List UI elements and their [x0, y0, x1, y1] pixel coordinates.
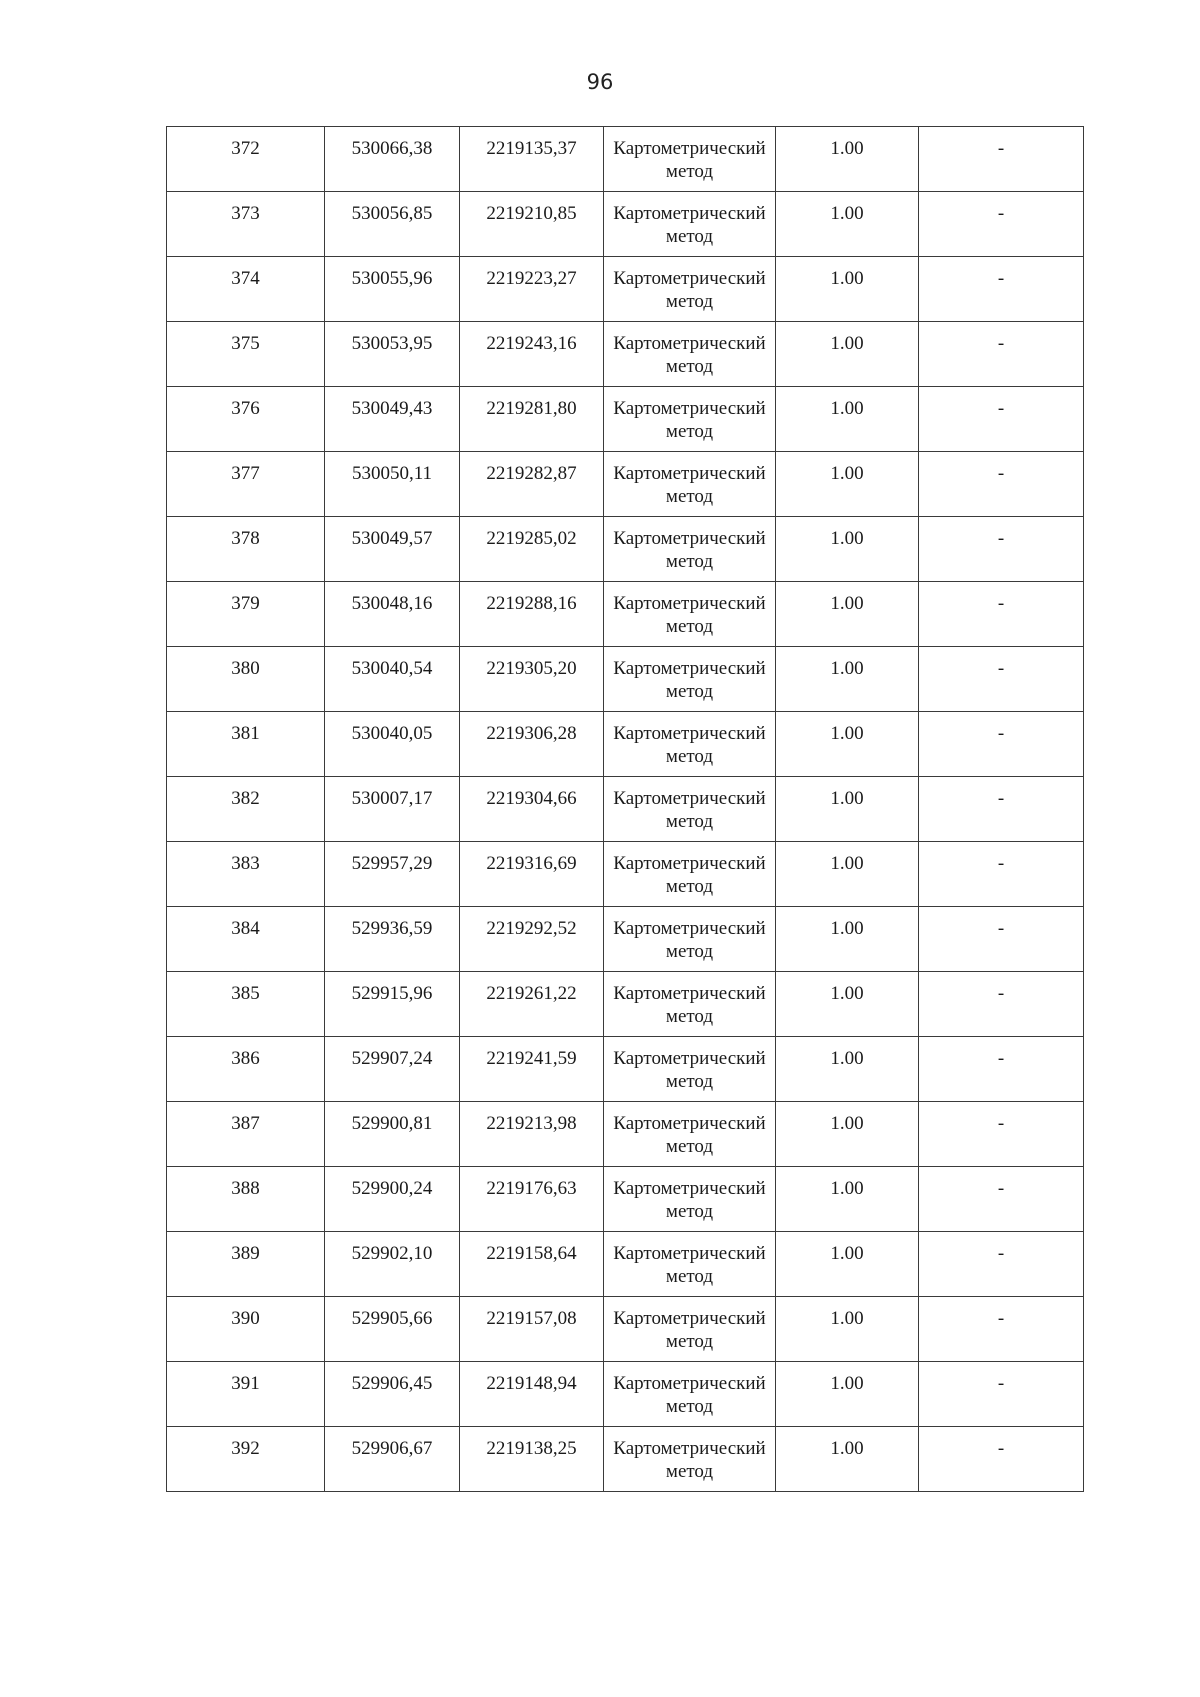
- y-coordinate-cell: 2219288,16: [460, 582, 604, 647]
- point-number-cell: 381: [167, 712, 325, 777]
- table-row: [167, 972, 1084, 1037]
- table-row: [167, 777, 1084, 842]
- y-coordinate-cell: 2219281,80: [460, 387, 604, 452]
- note-cell: -: [919, 907, 1084, 972]
- note-cell: -: [919, 127, 1084, 192]
- method-cell: Картометрический метод: [604, 582, 776, 647]
- point-number-cell: 380: [167, 647, 325, 712]
- method-cell: Картометрический метод: [604, 1427, 776, 1492]
- table-row: [167, 647, 1084, 712]
- method-cell: Картометрический метод: [604, 1232, 776, 1297]
- point-number-cell: 374: [167, 257, 325, 322]
- precision-cell: 1.00: [776, 1427, 919, 1492]
- y-coordinate-cell: 2219282,87: [460, 452, 604, 517]
- method-cell: Картометрический метод: [604, 127, 776, 192]
- note-cell: -: [919, 517, 1084, 582]
- table-row: [167, 1297, 1084, 1362]
- method-cell: Картометрический метод: [604, 192, 776, 257]
- x-coordinate-cell: 530053,95: [325, 322, 460, 387]
- coordinates-table: [166, 126, 1084, 1492]
- precision-cell: 1.00: [776, 582, 919, 647]
- precision-cell: 1.00: [776, 1102, 919, 1167]
- coordinates-table-body: [167, 127, 1084, 1492]
- method-cell: Картометрический метод: [604, 647, 776, 712]
- x-coordinate-cell: 530040,05: [325, 712, 460, 777]
- point-number-cell: 384: [167, 907, 325, 972]
- note-cell: -: [919, 452, 1084, 517]
- point-number-cell: 383: [167, 842, 325, 907]
- table-row: [167, 192, 1084, 257]
- point-number-cell: 390: [167, 1297, 325, 1362]
- note-cell: -: [919, 192, 1084, 257]
- x-coordinate-cell: 529905,66: [325, 1297, 460, 1362]
- point-number-cell: 372: [167, 127, 325, 192]
- point-number-cell: 378: [167, 517, 325, 582]
- y-coordinate-cell: 2219157,08: [460, 1297, 604, 1362]
- precision-cell: 1.00: [776, 517, 919, 582]
- y-coordinate-cell: 2219135,37: [460, 127, 604, 192]
- table-row: [167, 1037, 1084, 1102]
- point-number-cell: 389: [167, 1232, 325, 1297]
- precision-cell: 1.00: [776, 842, 919, 907]
- note-cell: -: [919, 257, 1084, 322]
- method-cell: Картометрический метод: [604, 842, 776, 907]
- precision-cell: 1.00: [776, 1167, 919, 1232]
- precision-cell: 1.00: [776, 1232, 919, 1297]
- table-row: [167, 1167, 1084, 1232]
- method-cell: Картометрический метод: [604, 712, 776, 777]
- method-cell: Картометрический метод: [604, 387, 776, 452]
- x-coordinate-cell: 529906,45: [325, 1362, 460, 1427]
- y-coordinate-cell: 2219213,98: [460, 1102, 604, 1167]
- precision-cell: 1.00: [776, 1037, 919, 1102]
- page-number: 96: [586, 70, 614, 94]
- point-number-cell: 388: [167, 1167, 325, 1232]
- method-cell: Картометрический метод: [604, 1102, 776, 1167]
- y-coordinate-cell: 2219306,28: [460, 712, 604, 777]
- note-cell: -: [919, 1362, 1084, 1427]
- point-number-cell: 387: [167, 1102, 325, 1167]
- y-coordinate-cell: 2219292,52: [460, 907, 604, 972]
- point-number-cell: 392: [167, 1427, 325, 1492]
- note-cell: -: [919, 387, 1084, 452]
- precision-cell: 1.00: [776, 777, 919, 842]
- precision-cell: 1.00: [776, 452, 919, 517]
- precision-cell: 1.00: [776, 257, 919, 322]
- note-cell: -: [919, 582, 1084, 647]
- method-cell: Картометрический метод: [604, 257, 776, 322]
- method-cell: Картометрический метод: [604, 1362, 776, 1427]
- method-cell: Картометрический метод: [604, 972, 776, 1037]
- table-row: [167, 712, 1084, 777]
- note-cell: -: [919, 842, 1084, 907]
- y-coordinate-cell: 2219223,27: [460, 257, 604, 322]
- x-coordinate-cell: 530040,54: [325, 647, 460, 712]
- method-cell: Картометрический метод: [604, 322, 776, 387]
- y-coordinate-cell: 2219285,02: [460, 517, 604, 582]
- note-cell: -: [919, 1167, 1084, 1232]
- point-number-cell: 391: [167, 1362, 325, 1427]
- y-coordinate-cell: 2219261,22: [460, 972, 604, 1037]
- table-row: [167, 582, 1084, 647]
- x-coordinate-cell: 529900,81: [325, 1102, 460, 1167]
- precision-cell: 1.00: [776, 972, 919, 1037]
- x-coordinate-cell: 530056,85: [325, 192, 460, 257]
- note-cell: -: [919, 1427, 1084, 1492]
- note-cell: -: [919, 777, 1084, 842]
- table-row: [167, 387, 1084, 452]
- method-cell: Картометрический метод: [604, 1297, 776, 1362]
- note-cell: -: [919, 1102, 1084, 1167]
- note-cell: -: [919, 972, 1084, 1037]
- x-coordinate-cell: 529936,59: [325, 907, 460, 972]
- precision-cell: 1.00: [776, 127, 919, 192]
- table-row: [167, 1102, 1084, 1167]
- table-row: [167, 1232, 1084, 1297]
- method-cell: Картометрический метод: [604, 517, 776, 582]
- x-coordinate-cell: 529900,24: [325, 1167, 460, 1232]
- point-number-cell: 382: [167, 777, 325, 842]
- method-cell: Картометрический метод: [604, 907, 776, 972]
- x-coordinate-cell: 529902,10: [325, 1232, 460, 1297]
- method-cell: Картометрический метод: [604, 777, 776, 842]
- point-number-cell: 377: [167, 452, 325, 517]
- y-coordinate-cell: 2219243,16: [460, 322, 604, 387]
- method-cell: Картометрический метод: [604, 1167, 776, 1232]
- x-coordinate-cell: 530007,17: [325, 777, 460, 842]
- table-row: [167, 452, 1084, 517]
- table-row: [167, 322, 1084, 387]
- y-coordinate-cell: 2219210,85: [460, 192, 604, 257]
- x-coordinate-cell: 530050,11: [325, 452, 460, 517]
- note-cell: -: [919, 322, 1084, 387]
- y-coordinate-cell: 2219305,20: [460, 647, 604, 712]
- x-coordinate-cell: 530048,16: [325, 582, 460, 647]
- point-number-cell: 385: [167, 972, 325, 1037]
- table-row: [167, 517, 1084, 582]
- y-coordinate-cell: 2219158,64: [460, 1232, 604, 1297]
- y-coordinate-cell: 2219138,25: [460, 1427, 604, 1492]
- table-row: [167, 907, 1084, 972]
- point-number-cell: 375: [167, 322, 325, 387]
- precision-cell: 1.00: [776, 1297, 919, 1362]
- precision-cell: 1.00: [776, 192, 919, 257]
- x-coordinate-cell: 530049,43: [325, 387, 460, 452]
- precision-cell: 1.00: [776, 322, 919, 387]
- method-cell: Картометрический метод: [604, 1037, 776, 1102]
- note-cell: -: [919, 647, 1084, 712]
- point-number-cell: 386: [167, 1037, 325, 1102]
- x-coordinate-cell: 529957,29: [325, 842, 460, 907]
- note-cell: -: [919, 1037, 1084, 1102]
- point-number-cell: 376: [167, 387, 325, 452]
- y-coordinate-cell: 2219241,59: [460, 1037, 604, 1102]
- x-coordinate-cell: 529906,67: [325, 1427, 460, 1492]
- precision-cell: 1.00: [776, 1362, 919, 1427]
- y-coordinate-cell: 2219304,66: [460, 777, 604, 842]
- x-coordinate-cell: 530055,96: [325, 257, 460, 322]
- table-row: [167, 127, 1084, 192]
- method-cell: Картометрический метод: [604, 452, 776, 517]
- y-coordinate-cell: 2219316,69: [460, 842, 604, 907]
- note-cell: -: [919, 712, 1084, 777]
- precision-cell: 1.00: [776, 907, 919, 972]
- note-cell: -: [919, 1297, 1084, 1362]
- y-coordinate-cell: 2219176,63: [460, 1167, 604, 1232]
- x-coordinate-cell: 529915,96: [325, 972, 460, 1037]
- x-coordinate-cell: 530049,57: [325, 517, 460, 582]
- x-coordinate-cell: 530066,38: [325, 127, 460, 192]
- precision-cell: 1.00: [776, 387, 919, 452]
- precision-cell: 1.00: [776, 647, 919, 712]
- table-row: [167, 1362, 1084, 1427]
- table-row: [167, 257, 1084, 322]
- table-row: [167, 1427, 1084, 1492]
- point-number-cell: 379: [167, 582, 325, 647]
- table-row: [167, 842, 1084, 907]
- precision-cell: 1.00: [776, 712, 919, 777]
- note-cell: -: [919, 1232, 1084, 1297]
- x-coordinate-cell: 529907,24: [325, 1037, 460, 1102]
- y-coordinate-cell: 2219148,94: [460, 1362, 604, 1427]
- point-number-cell: 373: [167, 192, 325, 257]
